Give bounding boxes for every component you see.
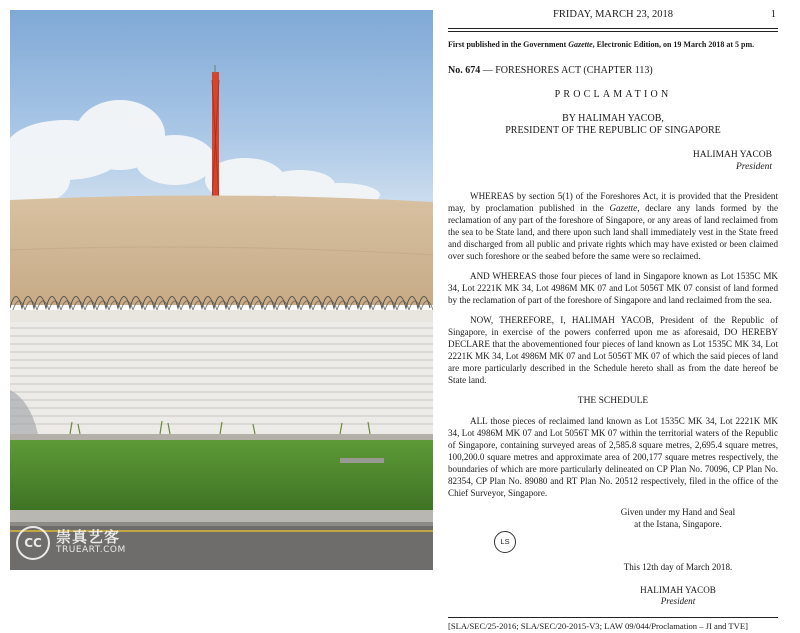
notice-heading bbox=[448, 64, 778, 77]
reference-rule bbox=[448, 617, 778, 618]
given-under-hand: Given under my Hand and Seal at the Istana, Singapore. bbox=[620, 507, 736, 529]
gazette-header bbox=[448, 6, 778, 22]
gazette-page bbox=[448, 6, 778, 632]
gazette-date: FRIDAY, MARCH 23, 2018 bbox=[553, 9, 673, 20]
date-line: This 12th day of March 2018. bbox=[623, 561, 733, 572]
and-whereas-paragraph: AND WHEREAS those four pieces of land in Singapore known as Lot 1535C MK 34, Lot 2221K MK 34, Lot 4986M MK 07 and Lot 5056T MK 07 consist of land formed by the reclamation of part of the foreshore of Singapore and land reclaimed from the sea. bbox=[448, 270, 778, 305]
proclamation-byline: BY HALIMAH YACOB, PRESIDENT OF THE REPUBLIC OF SINGAPORE bbox=[505, 112, 721, 137]
watermark-chinese: 崇真艺客 bbox=[56, 528, 121, 547]
drain-cover bbox=[340, 458, 384, 463]
bottom-signature: HALIMAH YACOB President bbox=[640, 584, 716, 607]
publication-note: First published in the Government Gazette, Electronic Edition, on 19 March 2018 at 5 pm. bbox=[448, 39, 755, 49]
whereas-paragraph: WHEREAS by section 5(1) of the Foreshores Act, it is provided that the President may, by proclamation published in the Gazette, declare any lands formed by the reclamation of any part of the foreshore of Singapore, or any areas of land reclaimed from the sea to be State land, and there upon such land shall immediately vest in the State freed and discharged from all public and private rights which may have existed or been claimed over such foreshore or the seabed before the same were so reclaimed. bbox=[448, 190, 778, 261]
kerb-bottom bbox=[10, 510, 433, 522]
fence-posts bbox=[10, 310, 433, 324]
schedule-title: THE SCHEDULE bbox=[577, 395, 649, 406]
photo-illustration bbox=[10, 10, 433, 570]
top-signature: HALIMAH YACOB President bbox=[692, 149, 772, 172]
grass-verge bbox=[10, 440, 433, 510]
seal-mark: LS bbox=[494, 531, 516, 553]
crane-mast bbox=[212, 65, 219, 200]
page-number: 1 bbox=[770, 9, 776, 20]
hoarding-wall bbox=[10, 322, 433, 434]
trueart-watermark bbox=[16, 526, 126, 560]
schedule-paragraph: ALL those pieces of reclaimed land known as Lot 1535C MK 34, Lot 2221K MK 34, Lot 4986M MK 07 and Lot 5056T MK 07 within the territorial waters of the Republic of Singapore, containing surveyed areas of 2,585.8 square metres, 2,695.4 square metres, 100,200.0 square metres and approximate area of 200,177 square metres respectively, the boundaries of which are more particularly delineated on CP Plan No. 70096, CP Plan No. 82354, CP Plan No. 89080 and RT Plan No. 20512 respectively, filed in the office of the Chief Surveyor, Singapore. bbox=[448, 416, 778, 499]
header-rule bbox=[448, 28, 778, 32]
watermark-english: TRUEART.COM bbox=[56, 545, 126, 556]
kerb-top bbox=[10, 434, 433, 440]
notice-number: No. 674 bbox=[448, 65, 481, 77]
declaration-paragraph: NOW, THEREFORE, I, HALIMAH YACOB, President of the Republic of Singapore, in exercise of the powers conferred upon me as aforesaid, DO HEREBY DECLARE that the abovementioned four pieces of land known as Lot 1535C MK 34, Lot 2221K MK 34, Lot 4986M MK 07 and Lot 5056T MK 07 of which the said pieces of land are more particularly described in the Schedule hereto shall as from the date hereof be State land. bbox=[448, 314, 778, 385]
sand-mound bbox=[10, 195, 433, 305]
reclaimed-land-photo bbox=[10, 10, 433, 570]
watermark-logo: CC bbox=[16, 526, 50, 560]
notice-title: — FORESHORES ACT (CHAPTER 113) bbox=[480, 65, 653, 77]
reference-line: [SLA/SEC/25-2016; SLA/SEC/20-2015-V3; LAW 09/044/Proclamation – JI and TVE] bbox=[448, 621, 748, 632]
proclamation-title: PROCLAMATION bbox=[554, 88, 672, 100]
